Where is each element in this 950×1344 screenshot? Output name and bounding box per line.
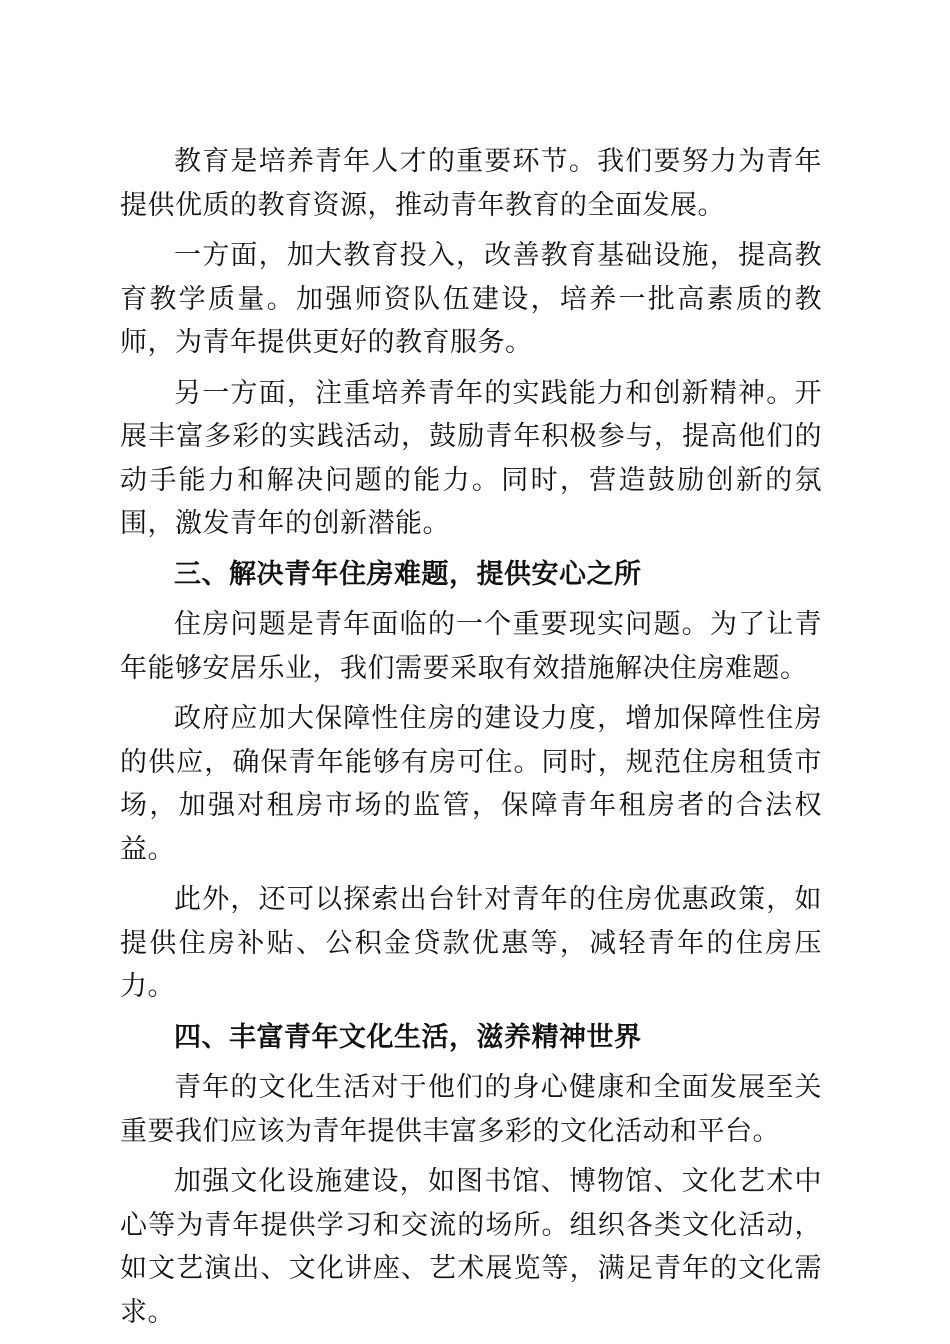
paragraph-housing-policy: 此外，还可以探索出台针对青年的住房优惠政策，如提供住房补贴、公积金贷款优惠等，减轻青年的住房压力。 xyxy=(120,884,822,1002)
paragraph-culture-intro: 青年的文化生活对于他们的身心健康和全面发展至关重要我们应该为青年提供丰富多彩的文化活动和平台。 xyxy=(120,1072,822,1147)
paragraph-housing-government: 政府应加大保障性住房的建设力度，增加保障性住房的供应，确保青年能够有房可住。同时，规范住房租赁市场，加强对租房市场的监管，保障青年租房者的合法权益。 xyxy=(120,703,822,865)
paragraph-education-investment: 一方面，加大教育投入，改善教育基础设施，提高教育教学质量。加强师资队伍建设，培养一批高素质的教师，为青年提供更好的教育服务。 xyxy=(120,240,822,358)
paragraph-housing-intro: 住房问题是青年面临的一个重要现实问题。为了让青年能够安居乐业，我们需要采取有效措施解决住房难题。 xyxy=(120,609,822,684)
section-heading-housing: 三、解决青年住房难题，提供安心之所 xyxy=(174,558,642,590)
section-heading-culture: 四、丰富青年文化生活，滋养精神世界 xyxy=(174,1021,642,1053)
paragraph-culture-facilities: 加强文化设施建设，如图书馆、博物馆、文化艺术中心等为青年提供学习和交流的场所。组织各类文化活动，如文艺演出、文化讲座、艺术展览等，满足青年的文化需求。 xyxy=(120,1166,822,1328)
paragraph-education-practice: 另一方面，注重培养青年的实践能力和创新精神。开展丰富多彩的实践活动，鼓励青年积极参与，提高他们的动手能力和解决问题的能力。同时，营造鼓励创新的氛围，激发青年的创新潜能。 xyxy=(120,377,822,539)
document-body xyxy=(120,140,822,1341)
paragraph-education-intro: 教育是培养青年人才的重要环节。我们要努力为青年提供优质的教育资源，推动青年教育的全面发展。 xyxy=(120,146,822,221)
